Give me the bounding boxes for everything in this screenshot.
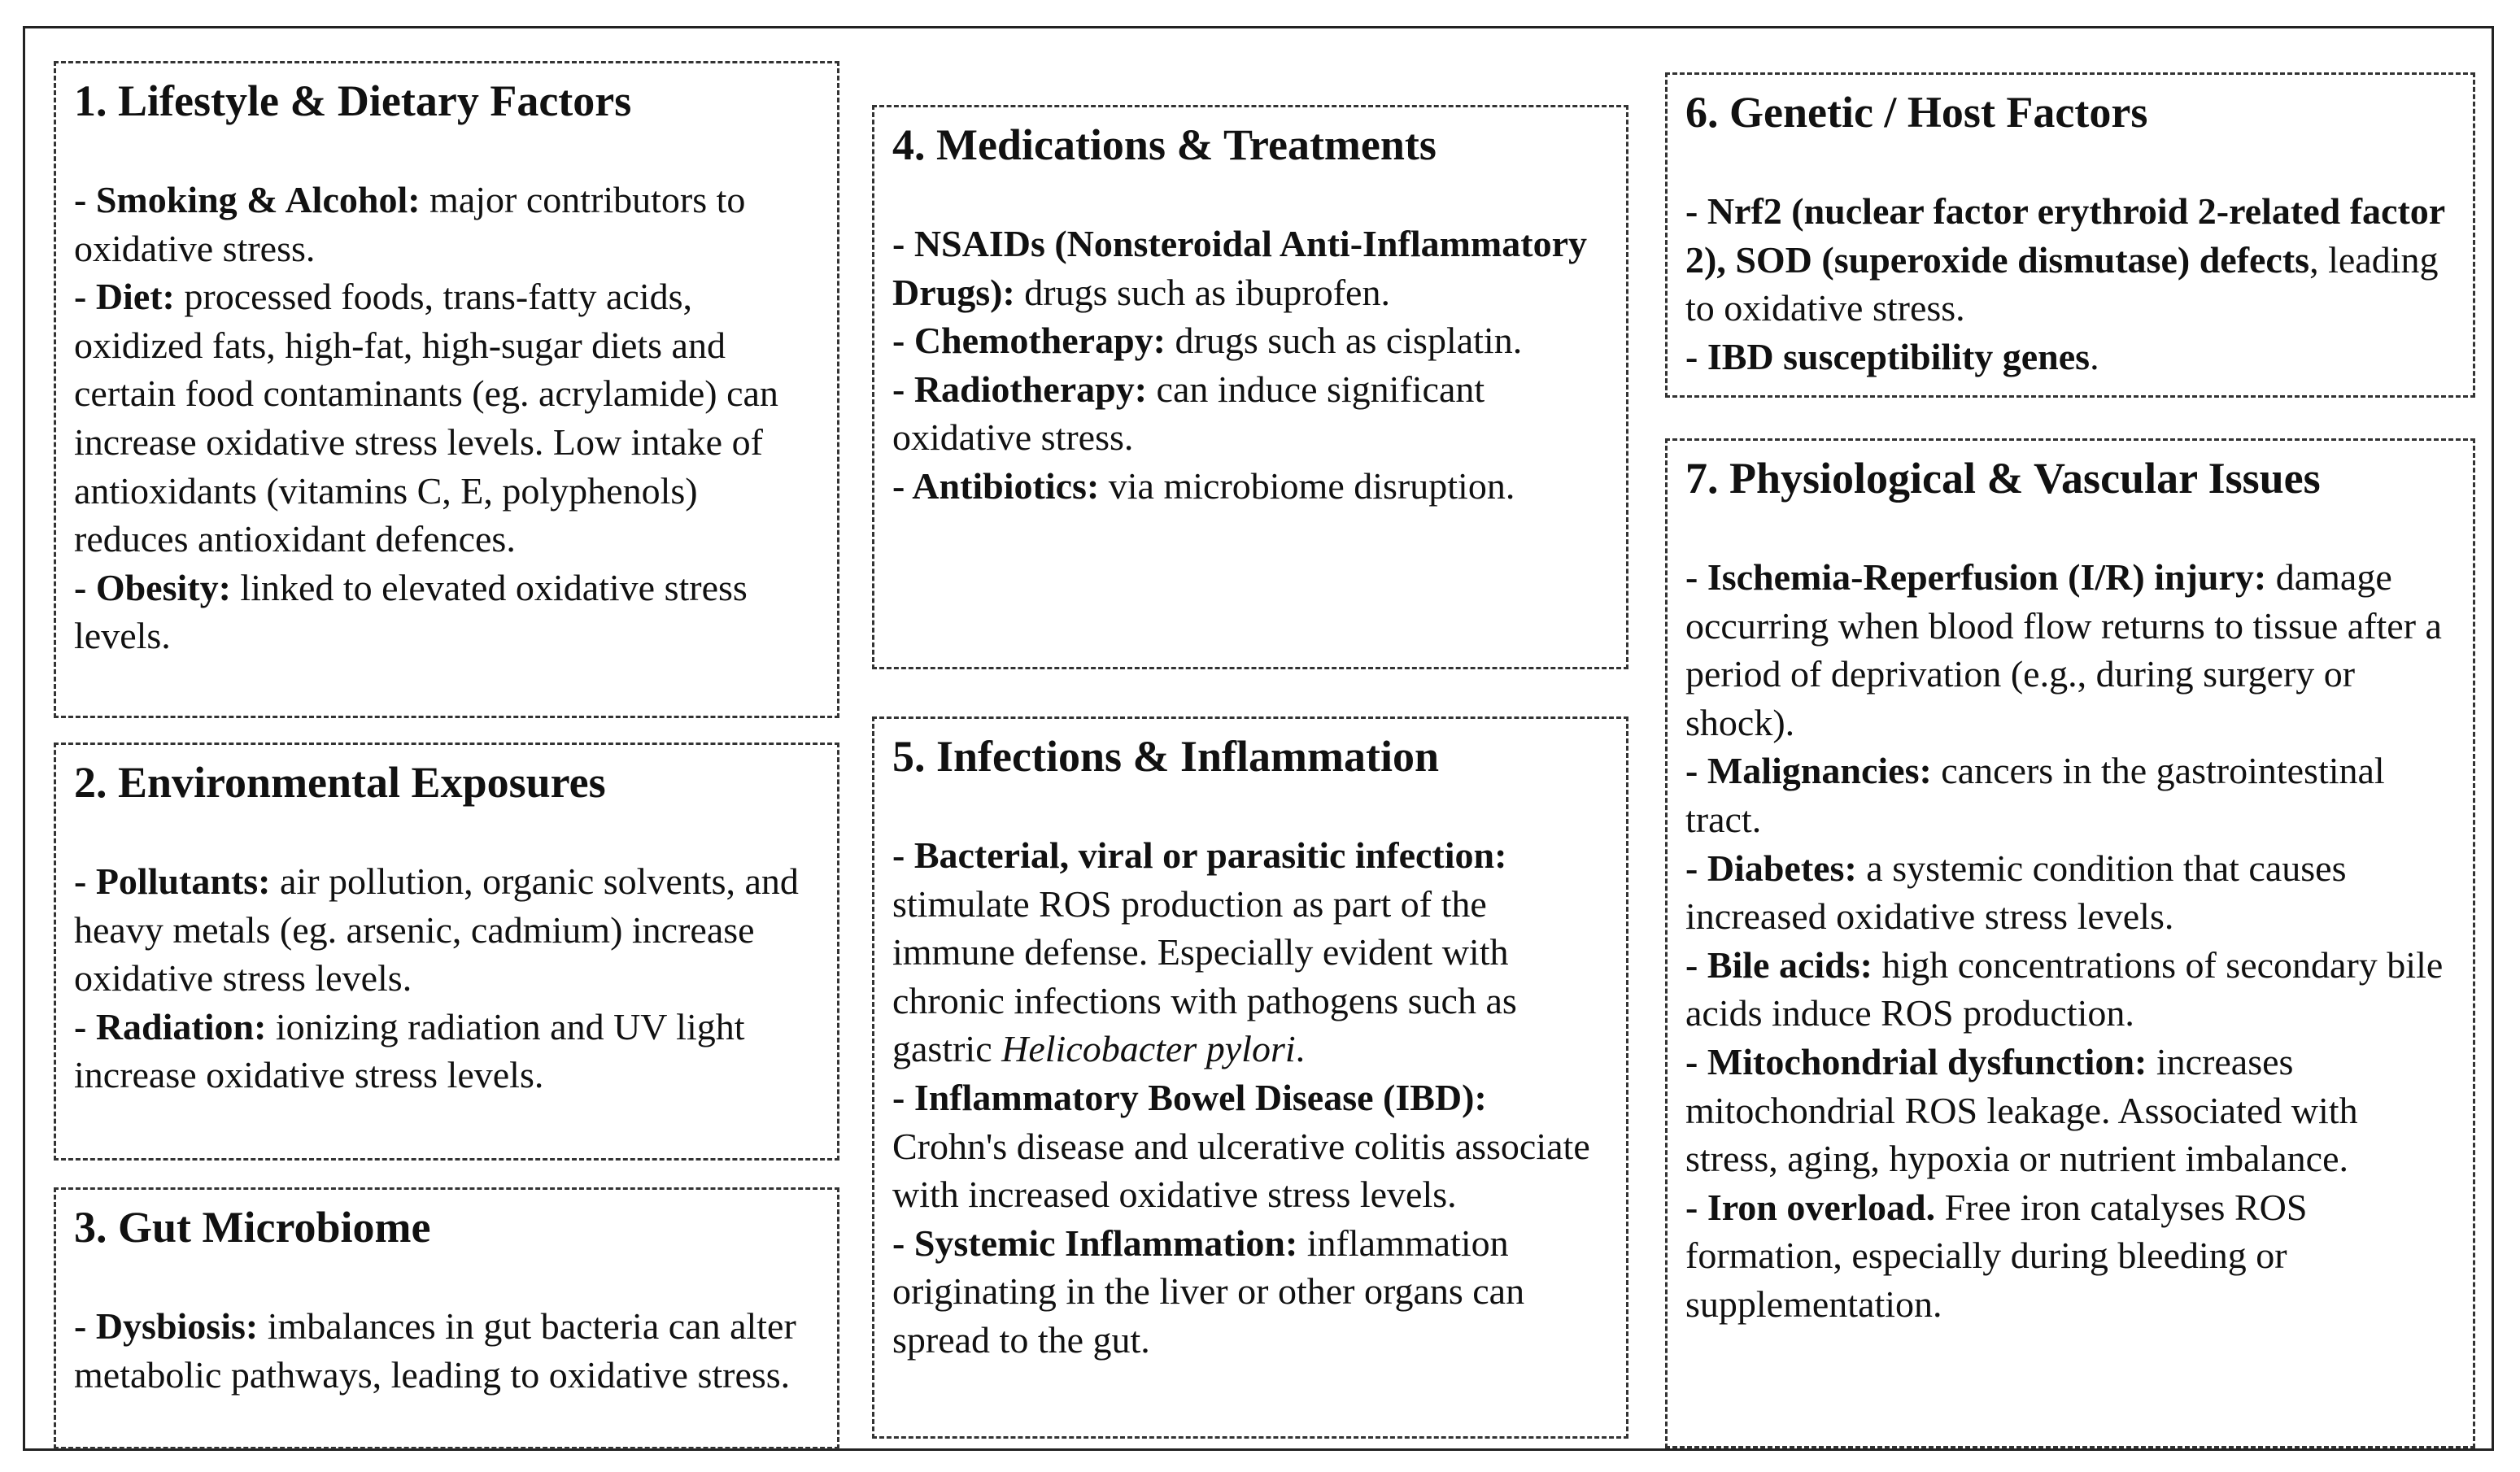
bullet-label: - Bacterial, viral or parasitic infection: <box>892 834 1507 876</box>
box-environmental-exposures <box>54 743 839 1161</box>
bullet-label: - Mitochondrial dysfunction: <box>1685 1040 2147 1082</box>
bullet-text: . <box>2090 335 2099 377</box>
bullet-text: air pollution, organic solvents, and heavy metals (eg. arsenic, cadmium) increase oxidative stress levels. <box>74 860 799 999</box>
bullet-label: - Nrf2 (nuclear factor erythroid 2-related factor 2), SOD (superoxide dismutase) defects <box>1685 190 2445 281</box>
bullet-label: - Chemotherapy: <box>892 320 1166 362</box>
bullet-italic-text: Helicobacter pylori <box>1001 1028 1296 1070</box>
bullet-text: processed foods, trans-fatty acids, oxidized fats, high-fat, high-sugar diets and certain food contaminants (eg. acrylamide) can increase oxidative stress levels. Low intake of antioxidants (vitamins C, E, polyphenols) reduces antioxidant defences. <box>74 276 778 560</box>
bullet-label: - NSAIDs (Nonsteroidal Anti-Inflammatory Drugs): <box>892 223 1587 313</box>
bullet-dysbiosis <box>74 1302 819 1399</box>
bullet-chemotherapy <box>892 316 1608 365</box>
bullet-text: linked to elevated oxidative stress levels. <box>74 566 748 657</box>
bullet-label: - Ischemia-Reperfusion (I/R) injury: <box>1685 556 2267 598</box>
bullet-label: - Inflammatory Bowel Disease (IBD): <box>892 1076 1487 1118</box>
bullet-ischemia-reperfusion <box>1685 553 2455 747</box>
box-title: 2. Environmental Exposures <box>74 758 606 807</box>
box-gut-microbiome <box>54 1187 839 1449</box>
bullet-radiotherapy <box>892 365 1608 462</box>
bullet-label: - Malignancies: <box>1685 750 1932 792</box>
bullet-label: - Radiotherapy: <box>892 368 1148 410</box>
bullet-text: imbalances in gut bacteria can alter metabolic pathways, leading to oxidative stress. <box>74 1305 796 1396</box>
bullet-text: inflammation originating in the liver or other organs can spread to the gut. <box>892 1222 1525 1361</box>
box-title: 1. Lifestyle & Dietary Factors <box>74 76 632 125</box>
bullet-diet <box>74 272 819 564</box>
bullet-text: drugs such as ibuprofen. <box>1014 271 1390 313</box>
bullet-pollutants <box>74 857 819 1003</box>
bullet-text: Crohn's disease and ulcerative colitis associate with increased oxidative stress levels. <box>892 1125 1590 1216</box>
bullet-text: cancers in the gastrointestinal tract. <box>1685 750 2385 840</box>
bullet-text: damage occurring when blood flow returns to tissue after a period of deprivation (e.g., during surgery or shock). <box>1685 556 2442 743</box>
bullet-text: high concentrations of secondary bile acids induce ROS production. <box>1685 943 2444 1034</box>
bullet-antibiotics <box>892 462 1608 511</box>
bullet-text: major contributors to oxidative stress. <box>74 179 746 269</box>
bullet-label: - Smoking & Alcohol: <box>74 179 421 220</box>
bullet-radiation <box>74 1003 819 1100</box>
bullet-text: via microbiome disruption. <box>1099 464 1515 507</box>
bullet-smoking-alcohol <box>74 176 819 272</box>
figure-frame <box>23 26 2494 1451</box>
bullet-diabetes <box>1685 844 2455 941</box>
bullet-malignancies <box>1685 747 2455 843</box>
bullet-text-after: . <box>1295 1028 1306 1070</box>
bullet-bile-acids <box>1685 941 2455 1038</box>
box-title: 3. Gut Microbiome <box>74 1203 431 1252</box>
bullet-label: - Dysbiosis: <box>74 1305 259 1347</box>
bullet-label: - IBD susceptibility genes <box>1685 335 2091 377</box>
bullet-iron-overload <box>1685 1183 2455 1329</box>
bullet-text: stimulate ROS production as part of the immune defense. Especially evident with chronic infections with pathogens such as gastric <box>892 882 1517 1070</box>
box-physiological-vascular <box>1665 438 2475 1448</box>
bullet-text: drugs such as cisplatin. <box>1166 320 1523 362</box>
box-title: 6. Genetic / Host Factors <box>1685 88 2148 137</box>
bullet-label: - Antibiotics: <box>892 464 1100 507</box>
bullet-ibd-genes <box>1685 333 2455 381</box>
bullet-label: - Diet: <box>74 276 175 318</box>
bullet-label: - Bile acids: <box>1685 943 1873 986</box>
box-medications-treatments <box>872 105 1628 669</box>
bullet-label: - Diabetes: <box>1685 847 1857 889</box>
box-title: 4. Medications & Treatments <box>892 120 1437 169</box>
bullet-label: - Systemic Inflammation: <box>892 1222 1298 1264</box>
box-lifestyle-dietary <box>54 61 839 718</box>
bullet-text: , leading to oxidative stress. <box>1685 238 2439 329</box>
bullet-text: ionizing radiation and UV light increase oxidative stress levels. <box>74 1005 745 1096</box>
box-genetic-host-factors <box>1665 72 2475 398</box>
bullet-nsaids <box>892 220 1608 316</box>
bullet-mitochondrial-dysfunction <box>1685 1038 2455 1183</box>
bullet-text: increases mitochondrial ROS leakage. Associated with stress, aging, hypoxia or nutrient imbalance. <box>1685 1040 2358 1180</box>
bullet-ibd <box>892 1074 1608 1219</box>
box-infections-inflammation <box>872 716 1628 1439</box>
bullet-label: - Pollutants: <box>74 860 271 902</box>
box-title: 5. Infections & Inflammation <box>892 732 1439 781</box>
bullet-label: - Radiation: <box>74 1005 267 1047</box>
box-title: 7. Physiological & Vascular Issues <box>1685 454 2321 503</box>
bullet-text: a systemic condition that causes increased oxidative stress levels. <box>1685 847 2347 938</box>
bullet-label: - Iron overload. <box>1685 1186 1936 1228</box>
bullet-systemic-inflammation <box>892 1219 1608 1365</box>
bullet-text: Free iron catalyses ROS formation, especially during bleeding or supplementation. <box>1685 1186 2308 1325</box>
bullet-obesity <box>74 564 819 660</box>
bullet-nrf2-sod <box>1685 187 2455 333</box>
bullet-text: can induce significant oxidative stress. <box>892 368 1485 459</box>
bullet-label: - Obesity: <box>74 566 231 608</box>
bullet-infection <box>892 831 1608 1074</box>
